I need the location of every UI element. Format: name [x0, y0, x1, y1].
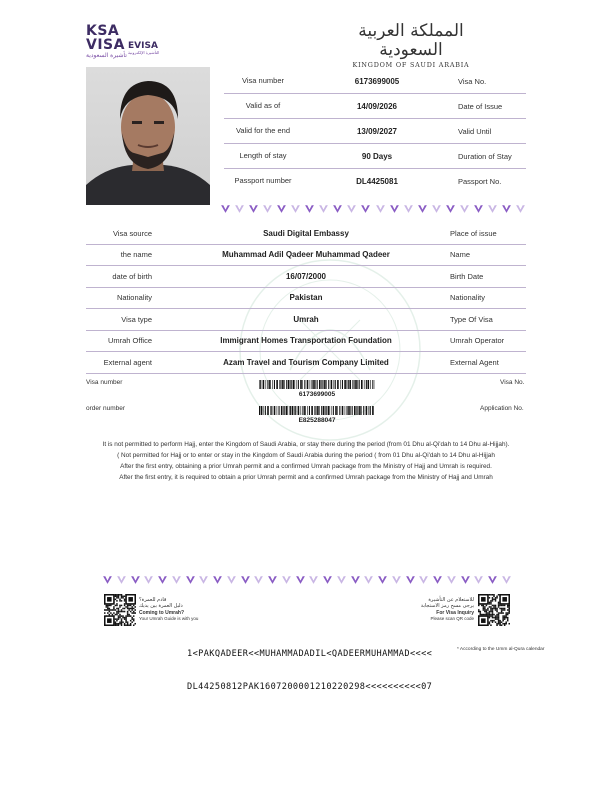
- place-of-issue-value: Saudi Digital Embassy: [263, 228, 349, 238]
- visa-inquiry-subtitle: Please scan QR code: [430, 615, 474, 621]
- duration-value: 90 Days: [361, 151, 393, 161]
- row-label: Valid for the end: [235, 125, 291, 135]
- chevron-icon: [308, 574, 319, 585]
- chevron-strip-bottom: [102, 572, 512, 586]
- order-number-barcode: [259, 406, 375, 415]
- name-value: Muhammad Adil Qadeer Muhammad Qadeer: [222, 250, 390, 260]
- entry-notes: [86, 441, 526, 486]
- row-label: the name: [120, 250, 152, 260]
- machine-readable-zone: [187, 628, 432, 703]
- kingdom-english: KINGDOM OF SAUDI ARABIA: [352, 61, 470, 70]
- chevron-icon: [417, 203, 428, 214]
- row-label: Visa type: [121, 314, 152, 324]
- chevron-icon: [322, 574, 333, 585]
- ksa-visa-logo: [86, 24, 127, 59]
- nationality-value: Pakistan: [289, 293, 323, 303]
- ksa-logo-line1: KSA: [86, 23, 120, 39]
- chevron-icon: [360, 203, 371, 214]
- row-label: Visa number: [242, 75, 284, 85]
- chevron-icon: [391, 574, 402, 585]
- row-label: Valid as of: [245, 100, 281, 110]
- chevron-icon: [446, 574, 457, 585]
- row-label-alt: Duration of Stay: [458, 151, 512, 161]
- visa-details-table: [224, 69, 526, 194]
- visa-barcode-label-alt: Visa No.: [500, 379, 525, 386]
- row-label: Passport number: [234, 176, 292, 186]
- chevron-icon: [501, 574, 512, 585]
- chevron-icon: [130, 574, 141, 585]
- chevron-icon: [487, 203, 498, 214]
- mrz-line-1: 1<PAKQADEER<<MUHAMMADADIL<QADEERMUHAMMAD<<<<: [187, 649, 433, 660]
- order-barcode-label-alt: Application No.: [480, 405, 524, 412]
- chevron-icon: [143, 574, 154, 585]
- chevron-icon: [445, 203, 456, 214]
- row-label: Visa source: [112, 228, 152, 238]
- row-label-alt: Passport No.: [458, 177, 502, 186]
- order-barcode-label: order number: [86, 405, 126, 412]
- chevron-strip-top: [220, 201, 526, 215]
- chevron-icon: [460, 574, 471, 585]
- issue-date-value: 14/09/2026: [356, 101, 398, 111]
- chevron-icon: [304, 203, 315, 214]
- visa-inquiry-arabic-1: للاستعلام عن التأشيرة: [428, 597, 474, 603]
- kingdom-arabic: المملكة العربية السعودية: [358, 21, 464, 60]
- evisa-logo-text: EVISA: [128, 41, 158, 51]
- row-label: date of birth: [112, 271, 152, 281]
- external-agent-value: Azam Travel and Tourism Company Limited: [223, 357, 389, 367]
- chevron-icon: [240, 574, 251, 585]
- place-of-issue-row: [86, 223, 526, 245]
- visa-barcode-number: 6173699005: [298, 391, 336, 398]
- holder-photo: [86, 67, 210, 205]
- chevron-icon: [116, 574, 127, 585]
- umrah-guide-arabic-2: دليل العمرة بين يديك: [139, 603, 183, 610]
- umrah-guide-title: Coming to Umrah?: [139, 609, 184, 616]
- mrz-line-2: DL44250812PAK1607200001210220298<<<<<<<<<<07: [187, 681, 433, 692]
- chevron-icon: [220, 203, 231, 214]
- chevron-icon: [262, 203, 273, 214]
- umrah-guide-arabic-1: قادم للعمرة؟: [139, 597, 167, 603]
- chevron-icon: [459, 203, 470, 214]
- chevron-icon: [375, 203, 386, 214]
- chevron-icon: [290, 203, 301, 214]
- birth-date-row: [86, 266, 526, 288]
- row-label: Length of stay: [239, 150, 287, 160]
- row-label-alt: Date of Issue: [458, 101, 503, 111]
- ksa-logo-line2: VISA: [86, 37, 125, 53]
- row-label-alt: Nationality: [450, 293, 486, 303]
- chevron-icon: [389, 203, 400, 214]
- visa-inquiry-title: For Visa Inquiry: [436, 609, 474, 616]
- chevron-icon: [473, 203, 484, 214]
- row-label-alt: Valid Until: [458, 126, 492, 136]
- chevron-icon: [171, 574, 182, 585]
- holder-details-table: [86, 223, 526, 374]
- chevron-icon: [276, 203, 287, 214]
- kingdom-emblem: [340, 22, 482, 69]
- chevron-icon: [346, 203, 357, 214]
- nationality-row: [86, 288, 526, 310]
- visa-inquiry-qr-code: [478, 594, 510, 626]
- chevron-icon: [363, 574, 374, 585]
- calendar-footnote: * According to the Umm al-Qura calendar: [457, 647, 545, 652]
- visa-number-barcode: [259, 380, 375, 389]
- name-row: [86, 245, 526, 267]
- evisa-logo: [128, 42, 159, 55]
- chevron-icon: [432, 574, 443, 585]
- duration-row: [224, 144, 526, 169]
- row-label-alt: Place of issue: [450, 228, 497, 238]
- visa-inquiry-caption: [420, 597, 474, 621]
- visa-type-row: [86, 309, 526, 331]
- ksa-logo-arabic: تأشيرة السعودية: [86, 53, 127, 59]
- row-label-alt: Name: [450, 250, 471, 260]
- umrah-guide-qr-code: [104, 594, 136, 626]
- umrah-guide-subtitle: Your Umrah Guide is with you: [139, 615, 199, 621]
- row-label-alt: External Agent: [450, 357, 499, 367]
- visa-barcode-label: Visa number: [86, 379, 123, 386]
- row-label: Umrah Office: [107, 336, 152, 346]
- row-label-alt: Type Of Visa: [450, 314, 493, 324]
- row-label-alt: Birth Date: [450, 271, 484, 281]
- chevron-icon: [295, 574, 306, 585]
- chevron-icon: [318, 203, 329, 214]
- chevron-icon: [473, 574, 484, 585]
- chevron-icon: [336, 574, 347, 585]
- chevron-icon: [281, 574, 292, 585]
- row-label: Nationality: [116, 293, 152, 303]
- chevron-icon: [332, 203, 343, 214]
- chevron-icon: [248, 203, 259, 214]
- note-line: After the first entry, obtaining a prior Umrah permit and a confirmed Umrah package from the Ministry of Hajj and Umrah is required.: [120, 463, 492, 471]
- note-line: ( Not permitted for Hajj or to enter or stay in the Kingdom of Saudi Arabia during the period ( from 01 Dhu al-Qi'dah to 14 Dhu al-Hijjah: [117, 452, 495, 460]
- chevron-icon: [431, 203, 442, 214]
- umrah-guide-caption: [139, 597, 198, 621]
- chevron-icon: [185, 574, 196, 585]
- umrah-operator-row: [86, 331, 526, 353]
- row-label: External agent: [103, 357, 152, 367]
- external-agent-row: [86, 352, 526, 374]
- note-line: It is not permitted to perform Hajj, enter the Kingdom of Saudi Arabia, or stay there during the period (from 01 Dhu al-Qi'dah to 14 Dhu al-Hijjah).: [102, 441, 510, 448]
- chevron-icon: [501, 203, 512, 214]
- evisa-logo-sub: التأشيرة الإلكترونية: [128, 50, 160, 55]
- chevron-icon: [405, 574, 416, 585]
- birth-date-value: 16/07/2000: [285, 271, 327, 281]
- chevron-icon: [350, 574, 361, 585]
- chevron-icon: [377, 574, 388, 585]
- visa-inquiry-arabic-2: يرجى مسح رمز الاستجابة: [420, 603, 474, 610]
- chevron-icon: [403, 203, 414, 214]
- chevron-icon: [102, 574, 113, 585]
- chevron-icon: [487, 574, 498, 585]
- chevron-icon: [226, 574, 237, 585]
- passport-row: [224, 169, 526, 194]
- chevron-icon: [198, 574, 209, 585]
- chevron-icon: [253, 574, 264, 585]
- chevron-icon: [515, 203, 526, 214]
- row-label-alt: Visa No.: [458, 76, 487, 86]
- visa-number-value: 6173699005: [354, 76, 400, 86]
- visa-number-row: [224, 69, 526, 94]
- valid-until-row: [224, 119, 526, 144]
- chevron-icon: [234, 203, 245, 214]
- issue-date-row: [224, 94, 526, 119]
- chevron-icon: [157, 574, 168, 585]
- valid-until-value: 13/09/2027: [356, 126, 398, 136]
- passport-value: DL4425081: [356, 177, 398, 186]
- umrah-operator-value: Immigrant Homes Transportation Foundation: [220, 336, 392, 346]
- chevron-icon: [267, 574, 278, 585]
- order-barcode-number: E825288047: [298, 417, 336, 424]
- chevron-icon: [212, 574, 223, 585]
- note-line: After the first entry, it is required to obtain a prior Umrah permit and a confirmed Umrah package from the Ministry of Hajj and Umrah: [119, 474, 493, 482]
- row-label-alt: Umrah Operator: [450, 336, 505, 346]
- chevron-icon: [418, 574, 429, 585]
- visa-type-value: Umrah: [293, 314, 319, 324]
